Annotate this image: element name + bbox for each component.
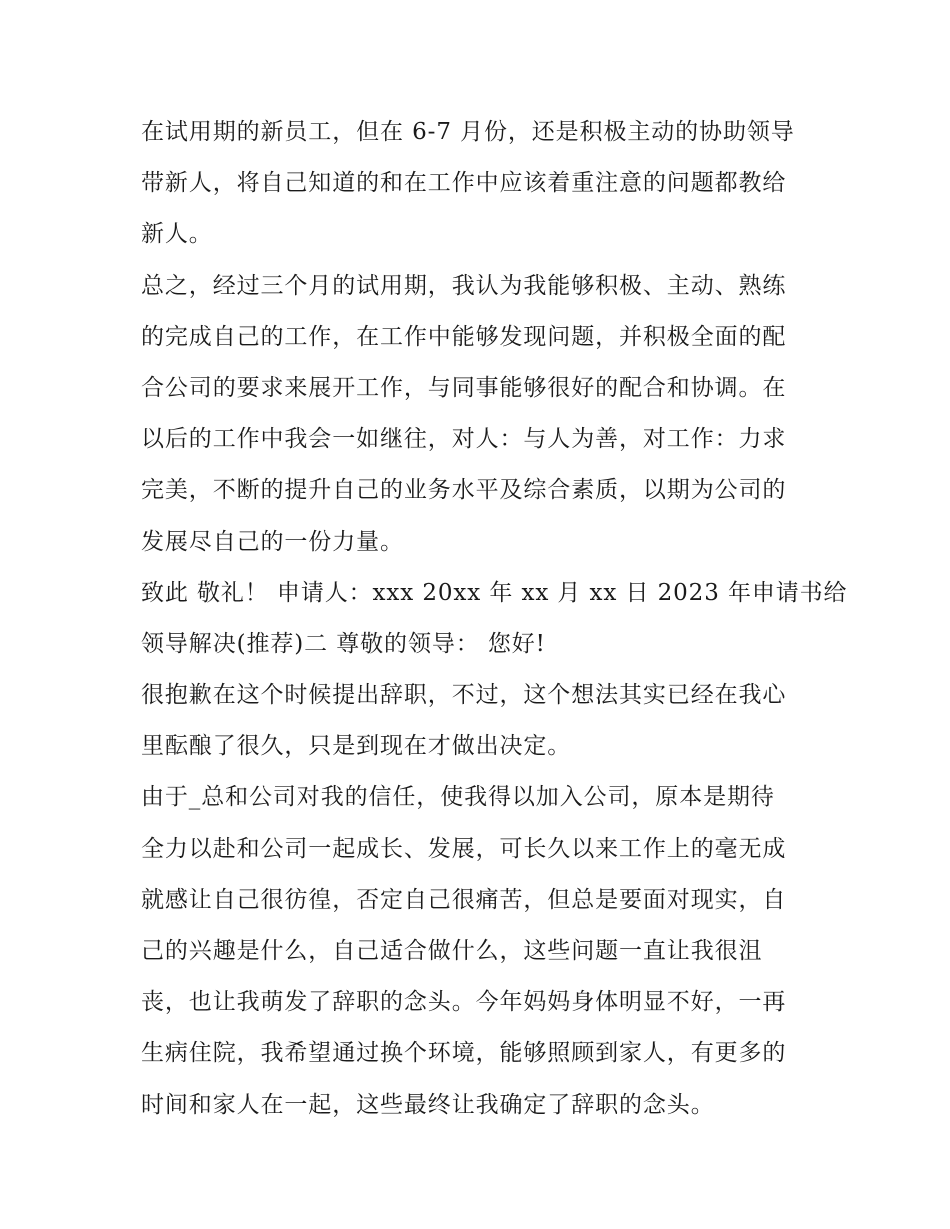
- text-line: 由于_总和公司对我的信任，使我得以加入公司，原本是期待: [141, 784, 775, 811]
- text-line: 很抱歉在这个时候提出辞职，不过，这个想法其实已经在我心: [141, 682, 787, 709]
- text-line: 以后的工作中我会一如继往，对人：与人为善，对工作：力求: [141, 426, 787, 453]
- text-line: 己的兴趣是什么，自己适合做什么，这些问题一直让我很沮: [141, 938, 763, 964]
- text-line: 里酝酿了很久，只是到现在才做出决定。: [141, 733, 572, 760]
- document-body: [141, 107, 848, 1131]
- text-line: 就感让自己很彷徨，否定自己很痛苦，但总是要面对现实，自: [141, 886, 787, 913]
- text-line: 发展尽自己的一份力量。: [141, 528, 404, 555]
- text-line: 总之，经过三个月的试用期，我认为我能够积极、主动、熟练: [141, 272, 787, 299]
- text-line: 的完成自己的工作，在工作中能够发现问题，并积极全面的配: [141, 323, 787, 350]
- text-line: 全力以赴和公司一起成长、发展，可长久以来工作上的毫无成: [141, 835, 787, 862]
- text-line: 合公司的要求来展开工作，与同事能够很好的配合和协调。在: [141, 374, 787, 401]
- text-line: 领导解决(推荐)二 尊敬的领导： 您好!: [141, 630, 546, 657]
- text-line: 完美，不断的提升自己的业务水平及综合素质，以期为公司的: [141, 477, 787, 504]
- text-line: 带新人，将自己知道的和在工作中应该着重注意的问题都教给: [141, 170, 787, 197]
- text-line: 致此 敬礼！ 申请人：xxx 20xx 年 xx 月 xx 日 2023 年申请书给: [141, 579, 848, 606]
- text-line: 生病住院，我希望通过换个环境，能够照顾到家人，有更多的: [141, 1040, 787, 1067]
- text-line: 丧，也让我萌发了辞职的念头。今年妈妈身体明显不好，一再: [141, 989, 787, 1016]
- text-line: 新人。: [141, 221, 213, 248]
- text-line: 时间和家人在一起，这些最终让我确定了辞职的念头。: [141, 1091, 715, 1118]
- text-line: 在试用期的新员工，但在 6-7 月份，还是积极主动的协助领导: [141, 119, 795, 145]
